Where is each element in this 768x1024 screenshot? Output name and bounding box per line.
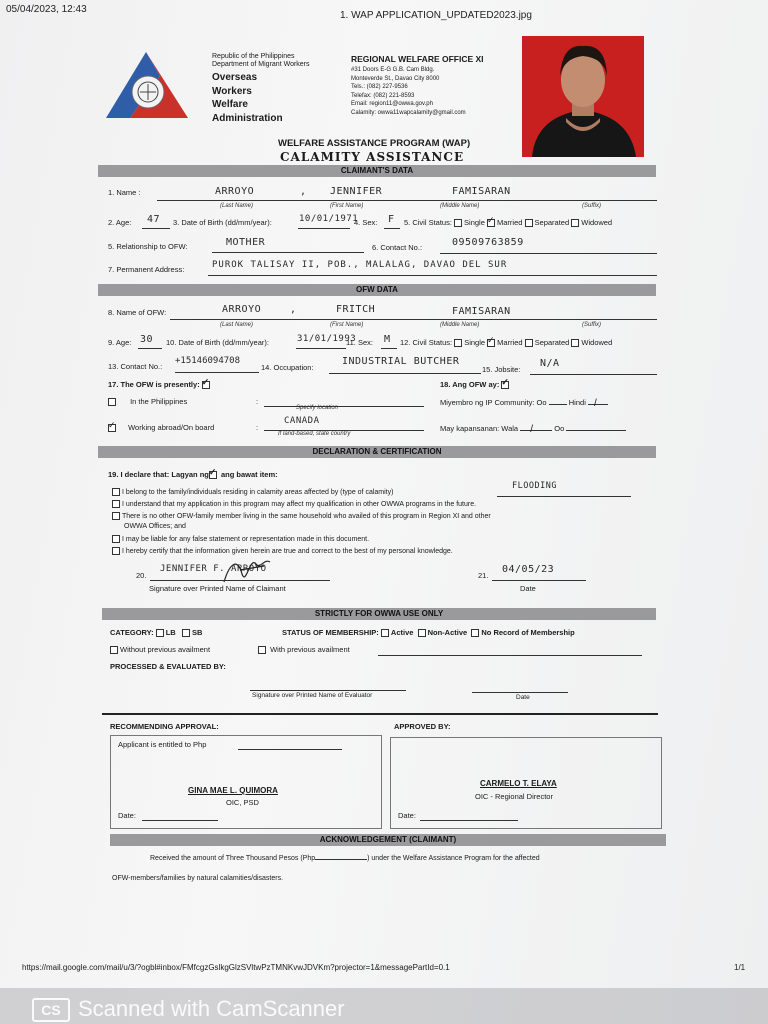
print-datetime: 05/04/2023, 12:43: [6, 4, 87, 15]
approver-date-label: Date:: [398, 811, 416, 820]
claimant-age-label: 2. Age:: [108, 218, 132, 227]
ack-line-1: [150, 855, 540, 862]
declaration-item-1: [112, 488, 393, 496]
ip-hindi: Hindi: [568, 398, 586, 407]
occupation-label: 14. Occupation:: [261, 363, 314, 372]
signature-caption: Signature over Printed Name of Claimant: [149, 584, 286, 593]
program-title: WELFARE ASSISTANCE PROGRAM (WAP): [278, 138, 471, 149]
ofw-dob: 31/01/1993: [297, 334, 357, 344]
checkbox: [112, 512, 120, 520]
office-email: Email: region11@owwa.gov.ph: [351, 101, 433, 107]
civil-option: Separated: [534, 338, 570, 347]
membership-no-record: No Record of Membership: [481, 628, 575, 637]
civil-option: Separated: [534, 218, 570, 227]
civil-option: Married: [497, 338, 523, 347]
evaluator-date-caption: Date: [516, 694, 530, 701]
location-line: [264, 406, 424, 407]
checkbox-checked: [108, 424, 116, 432]
agency-name: [212, 71, 283, 125]
country-caption: If land-based, state country: [278, 431, 351, 437]
claimant-contact-line: [440, 253, 657, 254]
applicant-portrait-icon: [522, 36, 644, 157]
ofw-comma: ,: [290, 304, 297, 315]
checkbox-checked: [501, 381, 509, 389]
ofw-civil-label: 12. Civil Status:: [400, 338, 453, 347]
category-sb: SB: [191, 628, 203, 637]
without-previous-label: Without previous availment: [120, 645, 211, 654]
ofw-civil-status: [400, 338, 612, 347]
claimant-age-line: [142, 228, 170, 229]
divider: [102, 713, 658, 715]
declaration-intro: [108, 470, 278, 479]
ofw-sex-label: 11. Sex:: [346, 338, 373, 347]
caption-middle-name: (Middle Name): [440, 322, 480, 328]
in-philippines-option: [108, 397, 187, 406]
calamity-type: FLOODING: [512, 481, 557, 491]
processed-label: PROCESSED & EVALUATED BY:: [110, 662, 226, 671]
membership-row: [282, 628, 575, 637]
checkbox: [156, 629, 164, 637]
evaluator-caption: Signature over Printed Name of Evaluator: [252, 692, 373, 699]
checkbox-checked: [202, 381, 210, 389]
claimant-dob-line: [298, 228, 350, 229]
office-contacts: [351, 66, 466, 117]
kapansanan-oo: Oo: [554, 424, 565, 433]
without-previous-row: [110, 645, 210, 654]
recommender-date-label: Date:: [118, 811, 136, 820]
jobsite-label: 15. Jobsite:: [482, 365, 521, 374]
ofw-age: 30: [140, 334, 154, 345]
declaration-item-3: [112, 512, 491, 520]
claimant-sex: F: [388, 214, 395, 225]
ofw-name-label: 8. Name of OFW:: [108, 308, 167, 317]
print-url: https://mail.google.com/mail/u/3/?ogbl#inbox/FMfcgzGslkgGlzSVltwPzTMNKvwJDVKm?projector=1&messagePartId=0.1: [22, 963, 450, 972]
declaration-intro-tail: ang bawat item:: [220, 470, 278, 479]
claimant-dob-label: 3. Date of Birth (dd/mm/year):: [173, 218, 272, 227]
republic-line: Republic of the Philippines: [212, 53, 295, 60]
declaration-item-3-cont: OWWA Offices; and: [124, 523, 186, 530]
kapansanan: May kapansanan: Wala / Oo: [440, 424, 626, 433]
claimant-sex-label: 4. Sex:: [354, 218, 378, 227]
kapansanan-label: May kapansanan: Wala: [440, 424, 519, 433]
claimant-name-label: 1. Name :: [108, 188, 141, 197]
specify-location-caption: Specify location: [296, 405, 339, 411]
ack-line-2: OFW-members/families by natural calamities/disasters.: [112, 875, 284, 882]
ofw-sex: M: [384, 334, 391, 345]
caption-last-name: (Last Name): [220, 322, 254, 328]
ofw-sex-line: [381, 348, 397, 349]
signature-number: 20.: [136, 571, 147, 580]
occupation-line: [329, 373, 481, 374]
ofw-age-label: 9. Age:: [108, 338, 132, 347]
declaration-item-5: [112, 547, 453, 555]
recommender-title: OIC, PSD: [226, 798, 259, 807]
date-line: [492, 580, 586, 581]
claimant-printed-name: JENNIFER F. ARROYO: [160, 564, 267, 574]
ofw-name-line: [170, 319, 657, 320]
claimant-civil-status: [404, 218, 612, 227]
membership-label: STATUS OF MEMBERSHIP:: [282, 628, 379, 637]
ofw-middle-name: FAMISARAN: [452, 306, 511, 317]
caption-first-name: (First Name): [330, 322, 364, 328]
relationship-line: [212, 252, 364, 253]
ip-label: Miyembro ng IP Community: Oo: [440, 398, 547, 407]
relationship-value: MOTHER: [226, 237, 266, 248]
declaration-item-text: I belong to the family/individuals residing in calamity areas affected by (type of calamity): [122, 488, 394, 496]
checkbox: [110, 646, 118, 654]
claimant-dob: 10/01/1971: [299, 214, 359, 224]
address-value: PUROK TALISAY II, POB., MALALAG, DAVAO DEL SUR: [212, 260, 508, 270]
civil-option: Widowed: [581, 338, 613, 347]
checkbox: [108, 398, 116, 406]
recommender-date-line: [142, 820, 218, 821]
ofw-presently: [108, 380, 212, 389]
agency-name-line: Overseas: [212, 72, 258, 83]
office-address-2: Monteverde St., Davao City 8000: [351, 75, 440, 82]
claimant-first-name: JENNIFER: [330, 186, 383, 197]
approver-date-line: [420, 820, 518, 821]
with-previous-label: With previous availment: [270, 645, 350, 654]
camscanner-logo-icon: CS: [32, 998, 70, 1022]
date-caption: Date: [520, 584, 536, 593]
recommending-label: RECOMMENDING APPROVAL:: [110, 722, 219, 731]
colon: :: [256, 423, 259, 432]
entitled-label: Applicant is entitled to Php: [118, 740, 207, 749]
caption-first-name: (First Name): [330, 203, 364, 209]
checkbox: [112, 500, 120, 508]
ip-community: Miyembro ng IP Community: Oo Hindi /: [440, 398, 608, 407]
address-label: 7. Permanent Address:: [108, 265, 185, 274]
claimant-contact: 09509763859: [452, 237, 524, 248]
in-ph-label: In the Philippines: [130, 397, 188, 406]
membership-active: Active: [390, 628, 414, 637]
ang-ofw-label: 18. Ang OFW ay:: [440, 380, 500, 389]
agency-name-line: Welfare: [212, 99, 248, 110]
checkbox-checked: [487, 339, 495, 347]
civil-option: Married: [496, 218, 523, 227]
print-page: 1/1: [734, 963, 746, 972]
office-tel: Tels.: (082) 227-9536: [351, 84, 408, 90]
declaration-item-text: There is no other OFW-family member living in the same household who availed of this program in Region XI and other: [122, 512, 491, 520]
category-label: CATEGORY:: [110, 628, 154, 637]
claimant-last-name: ARROYO: [215, 186, 255, 197]
declaration-item-text: I may be liable for any false statement or representation made in this document.: [122, 535, 370, 543]
office-title: REGIONAL WELFARE OFFICE XI: [351, 54, 484, 64]
ack-text-1: Received the amount of Three Thousand Pesos (Php: [150, 855, 316, 862]
section-claimant: CLAIMANT'S DATA: [98, 165, 656, 177]
checkbox: [571, 339, 579, 347]
checkbox: [112, 547, 120, 555]
claimant-comma: ,: [300, 186, 307, 197]
declaration-item-4: [112, 535, 369, 543]
checkbox: [454, 339, 462, 347]
checkbox-checked: [209, 471, 217, 479]
agency-name-line: Workers: [212, 85, 252, 97]
section-ofw: OFW DATA: [98, 284, 656, 296]
print-filename: 1. WAP APPLICATION_UPDATED2023.jpg: [340, 10, 532, 21]
checkbox: [525, 219, 533, 227]
date-number: 21.: [478, 571, 489, 580]
with-previous-row: [258, 645, 350, 654]
ofw-dob-label: 10. Date of Birth (dd/mm/year):: [166, 338, 269, 347]
category-lb: LB: [165, 628, 176, 637]
presently-label: 17. The OFW is presently:: [108, 380, 200, 389]
relationship-label: 5. Relationship to OFW:: [108, 242, 188, 251]
jobsite-value: N/A: [540, 358, 560, 369]
ang-ofw: [440, 380, 511, 389]
evaluator-date-line: [472, 692, 568, 693]
country-value: CANADA: [284, 416, 320, 426]
claimant-civil-label: 5. Civil Status:: [404, 218, 452, 227]
checkbox: [571, 219, 579, 227]
checkbox: [112, 488, 120, 496]
checkbox: [471, 629, 479, 637]
checkbox-checked: [487, 219, 495, 227]
section-declaration: DECLARATION & CERTIFICATION: [98, 446, 656, 458]
address-line: [208, 275, 657, 276]
signature-line: [150, 580, 330, 581]
ofw-dob-line: [296, 348, 346, 349]
occupation-value: INDUSTRIAL BUTCHER: [342, 356, 460, 367]
ofw-contact-label: 13. Contact No.:: [108, 362, 163, 371]
office-telefax: Telefax: (082) 221-8593: [351, 92, 415, 99]
section-owwa-use: STRICTLY FOR OWWA USE ONLY: [102, 608, 656, 620]
form-title: CALAMITY ASSISTANCE: [280, 150, 465, 164]
section-acknowledgement: ACKNOWLEDGEMENT (CLAIMANT): [110, 834, 666, 846]
approver-title: OIC - Regional Director: [475, 792, 553, 801]
ofw-first-name: FRITCH: [336, 304, 376, 315]
ofw-last-name: ARROYO: [222, 304, 262, 315]
working-abroad-label: Working abroad/On board: [128, 423, 215, 432]
signature-scribble-icon: [220, 552, 280, 588]
checkbox: [112, 535, 120, 543]
declaration-item-text: I hereby certify that the information given herein are true and correct to the best of my personal knowledge.: [122, 547, 453, 555]
civil-option: Single: [464, 218, 485, 227]
office-calamity-email: Calamity: owwa11wapcalamity@gmail.com: [351, 109, 466, 116]
calamity-line: [497, 496, 631, 497]
applicant-photo: [522, 36, 644, 157]
claimant-name-line: [157, 200, 657, 201]
checkbox: [418, 629, 426, 637]
caption-suffix: (Suffix): [582, 322, 602, 328]
caption-suffix: (Suffix): [582, 203, 602, 209]
owwa-logo-icon: [104, 48, 190, 120]
colon: :: [256, 397, 259, 406]
entitled-line: [238, 749, 342, 750]
checkbox: [182, 629, 190, 637]
jobsite-line: [530, 374, 657, 375]
checkbox: [454, 219, 462, 227]
ack-text-2: ) under the Welfare Assistance Program for the affected: [367, 855, 540, 862]
caption-last-name: (Last Name): [220, 203, 254, 209]
approved-label: APPROVED BY:: [394, 722, 451, 731]
category-row: [110, 628, 202, 637]
checkbox: [258, 646, 266, 654]
evaluator-line: [250, 690, 406, 691]
checkbox: [381, 629, 389, 637]
declaration-date: 04/05/23: [502, 564, 555, 575]
claimant-age: 47: [147, 214, 161, 225]
working-abroad-option: [108, 423, 214, 432]
claimant-contact-label: 6. Contact No.:: [372, 243, 423, 252]
membership-non-active: Non-Active: [427, 628, 468, 637]
claimant-middle-name: FAMISARAN: [452, 186, 511, 197]
declaration-item-2: [112, 500, 476, 508]
ofw-contact: +15146094708: [175, 356, 241, 366]
declaration-item-text: I understand that my application in this program may affect my qualification in other OWWA programs in the future.: [122, 500, 477, 508]
civil-option: Widowed: [581, 218, 613, 227]
declaration-intro-text: 19. I declare that: Lagyan ng: [108, 470, 209, 479]
claimant-sex-line: [384, 228, 400, 229]
approver-name: CARMELO T. ELAYA: [480, 779, 557, 788]
camscanner-text: Scanned with CamScanner: [78, 996, 345, 1021]
office-address-1: #31 Doors E-G G.B. Cam Bldg.: [351, 67, 435, 73]
checkbox: [525, 339, 533, 347]
civil-option: Single: [464, 338, 486, 347]
caption-middle-name: (Middle Name): [440, 203, 480, 209]
recommender-name: GINA MAE L. QUIMORA: [188, 786, 278, 795]
ofw-contact-line: [175, 372, 259, 373]
ofw-age-line: [138, 348, 162, 349]
agency-name-line: Administration: [212, 112, 283, 124]
department-line: Department of Migrant Workers: [212, 61, 310, 68]
with-previous-line: [378, 655, 642, 656]
